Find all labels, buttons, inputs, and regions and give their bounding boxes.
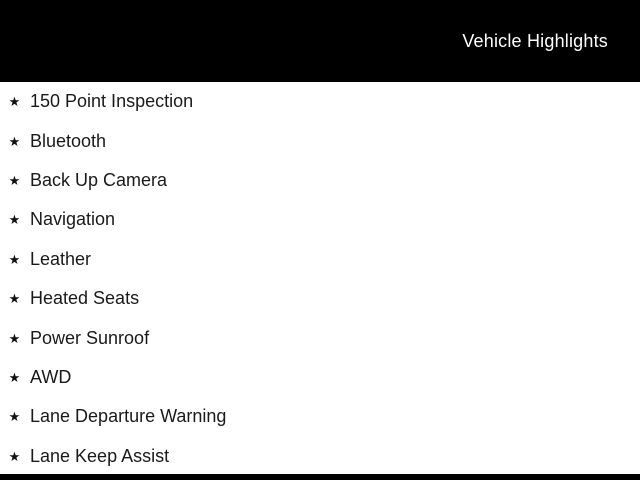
star-icon: ★ [8,212,21,228]
star-icon: ★ [8,330,21,346]
list-item-label: Heated Seats [30,288,140,309]
star-icon: ★ [8,369,21,385]
list-item-label: Leather [30,248,92,269]
star-icon: ★ [8,251,21,267]
header-bar [0,0,640,82]
list-item-label: Lane Keep Assist [30,445,170,466]
list-item [7,358,640,397]
list-item [7,161,640,200]
star-icon: ★ [8,448,21,464]
star-icon: ★ [8,94,21,110]
list-item [7,121,640,160]
list-item [7,82,640,121]
list-item [7,200,640,239]
list-item-label: 150 Point Inspection [30,91,194,112]
list-item-label: Navigation [30,209,116,230]
highlights-list [0,82,640,476]
list-item [7,397,640,436]
list-item [7,437,640,476]
star-icon: ★ [8,291,21,307]
list-item-label: Bluetooth [30,130,107,151]
star-icon: ★ [8,172,21,188]
list-item [7,318,640,357]
list-item [7,240,640,279]
star-icon: ★ [8,409,21,425]
footer-bar [0,474,640,480]
list-item [7,279,640,318]
star-icon: ★ [8,133,21,149]
list-item-label: Back Up Camera [30,169,168,190]
list-item-label: Power Sunroof [30,327,150,348]
list-item-label: AWD [30,366,72,387]
header-title: Vehicle Highlights [462,30,608,51]
list-item-label: Lane Departure Warning [30,406,227,427]
